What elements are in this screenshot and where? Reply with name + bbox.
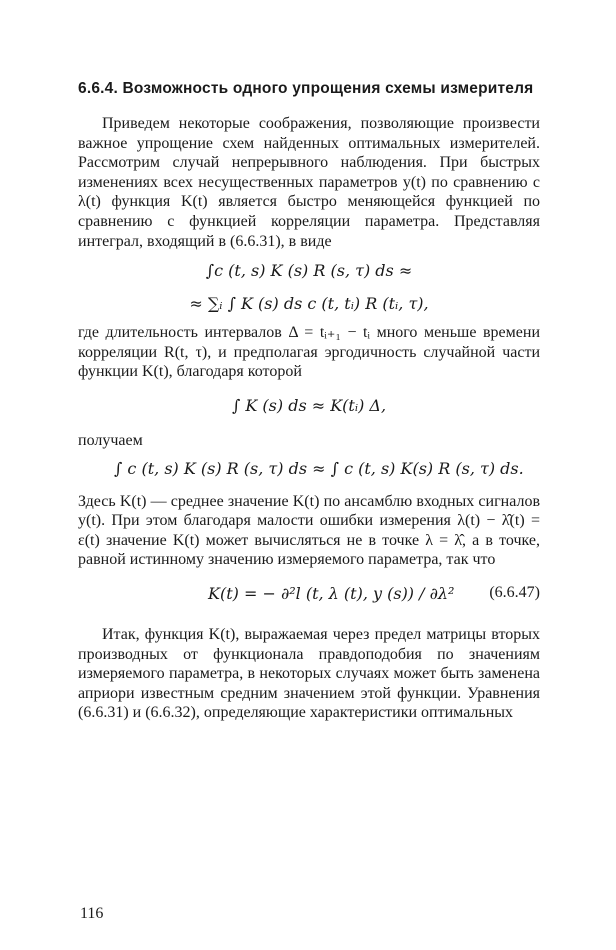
section-heading: 6.6.4. Возможность одного упрощения схемы измерителя — [78, 80, 534, 97]
equation-number: (6.6.47) — [489, 584, 540, 602]
formula-ergodic: ∫ K (s) ds ≈ K(tᵢ) Δ, — [231, 395, 387, 415]
formula-6-6-47 — [78, 570, 540, 625]
equation-body: K(t) = − ∂²l (t, λ (t), y (s)) / ∂λ² — [208, 583, 455, 603]
page-content — [78, 80, 540, 723]
paragraph-2: где длительность интервалов Δ = tᵢ₊₁ − tᵢ много меньше времени корреляции R(t, τ), и предполагая эргодичность случайной части функции K(t), благодаря которой — [78, 324, 540, 381]
paragraph-5: Итак, функция K(t), выражаемая через предел матрицы вторых производных от функционала правдоподобия по значениям измеряемого параметра, в некоторых случаях может быть заменена априори известным средним значением этой функции. Уравнения (6.6.31) и (6.6.32), определяющие характеристики оптимальных — [78, 625, 540, 722]
formula-integral: ∫c (t, s) K (s) R (s, τ) ds ≈ — [205, 261, 413, 281]
formula-sum: ≈ ∑ᵢ ∫ K (s) ds c (t, tᵢ) R (tᵢ, τ), — [189, 294, 429, 314]
paragraph-4: Здесь K(t) — среднее значение K(t) по ансамблю входных сигналов y(t). При этом благодаря малости ошибки измерения λ(t) − λ̂(t) = ε(t) значение K(t) может вычисляться не в точке λ = λ̂, а в точке, равной истинному значению измеряемого параметра, так что — [78, 492, 540, 569]
paragraph-1: Приведем некоторые соображения, позволяющие произвести важное упрощение схем найденных оптимальных измерителей. Рассмотрим случай непрерывного наблюдения. При быстрых изменениях всех несущественных параметров y(t) по сравнению с λ(t) функция K(t) является быстро меняющейся функцией по сравнению с функцией корреляции параметра. Представляя интеграл, входящий в (6.6.31), в виде — [78, 115, 540, 250]
page-number: 116 — [80, 905, 104, 922]
paragraph-3: получаем — [78, 431, 143, 449]
formula-result: ∫ c (t, s) K (s) R (s, τ) ds ≈ ∫ c (t, s) K(s) R (s, τ) ds. — [114, 458, 524, 478]
